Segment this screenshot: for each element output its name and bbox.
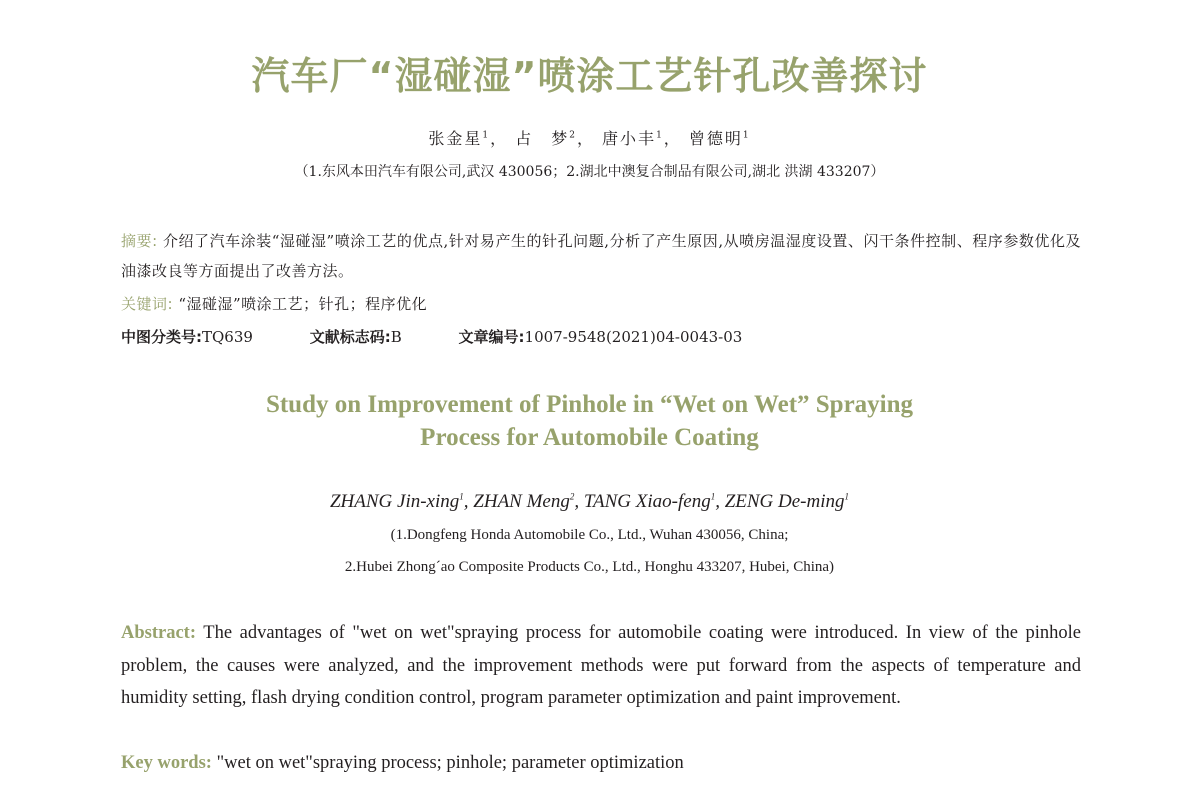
en-author-affiliation-mark: 1 (459, 491, 464, 502)
en-author-name: TANG Xiao-feng (583, 491, 711, 512)
article-number-label: 文章编号: (458, 328, 525, 346)
en-abstract-label: Abstract: (121, 623, 197, 643)
en-author-affiliation-mark: 1 (710, 491, 716, 502)
clc-number (121, 325, 253, 349)
en-author-affiliation-mark: 2 (569, 491, 575, 502)
chinese-title: 汽车厂“湿碰湿”喷涂工艺针孔改善探讨 (251, 54, 928, 98)
english-title-line-2: Process for Automobile Coating (420, 424, 759, 451)
en-keywords-text: "wet on wet"spraying process; pinhole; parameter optimization (216, 753, 684, 773)
en-author-name: ZHAN Meng (473, 491, 570, 512)
article-number (459, 325, 743, 349)
classification-line (121, 325, 1081, 349)
cn-author-affiliation-mark: 1 (742, 130, 751, 141)
cn-author-affiliation-mark: 1 (482, 130, 491, 141)
english-abstract (121, 617, 1081, 715)
cn-abstract-text: 介绍了汽车涂装“湿碰湿”喷涂工艺的优点,针对易产生的针孔问题,分析了产生原因,从喷房温湿度设置、闪干条件控制、程序参数优化及油漆改良等方面提出了改善方法。 (121, 232, 1081, 280)
english-title (0, 388, 1179, 454)
clc-value: TQ639 (202, 328, 253, 346)
cn-author-name: 曾德明 (688, 129, 743, 148)
en-author-name: ZHANG Jin-xing (329, 491, 460, 512)
english-author-list: ZHANG Jin-xing$^1$, ZHAN Meng$^2$, TANG Xiao-feng$^1$, ZENG De-ming$^1$ (329, 491, 850, 512)
document-code (310, 325, 402, 349)
en-keywords-label: Key words: (121, 753, 212, 773)
cn-keywords-text: “湿碰湿”喷涂工艺；针孔；程序优化 (178, 295, 428, 313)
chinese-affiliation: （1.东风本田汽车有限公司,武汉 430056；2.湖北中澳复合制品有限公司,湖北 洪湖 433207） (294, 164, 885, 180)
english-affiliation-line-1: (1.Dongfeng Honda Automobile Co., Ltd., Wuhan 430056, China; (390, 527, 789, 543)
cn-author-name: 张金星 (428, 129, 483, 148)
english-keywords (121, 748, 1081, 778)
chinese-keywords (121, 291, 1081, 317)
english-title-line-1: Study on Improvement of Pinhole in “Wet on Wet” Spraying (265, 391, 914, 418)
cn-author-affiliation-mark: 1 (656, 130, 664, 141)
cn-author-affiliation-mark: 2 (569, 130, 577, 141)
clc-label: 中图分类号: (121, 328, 202, 346)
cn-author-name: 唐小丰 (602, 129, 657, 148)
en-abstract-text: The advantages of "wet on wet"spraying process for automobile coating were introduced. In view of the pinhole problem, the causes were analyzed, and the improvement methods were put forward from the aspects of temperature and humidity setting, flash drying condition control, program parameter optimization and paint improvement. (121, 623, 1081, 708)
en-author-affiliation-mark: 1 (844, 491, 850, 502)
document-code-label: 文献标志码: (309, 328, 391, 346)
chinese-abstract (121, 226, 1081, 286)
cn-author-name: 占 梦 (515, 129, 570, 148)
article-number-value: 1007-9548(2021)04-0043-03 (524, 328, 743, 346)
en-author-name: ZENG De-ming (724, 491, 845, 512)
cn-abstract-label: 摘要: (121, 232, 158, 250)
chinese-author-list: 张金星$^1$， 占 梦$^2$， 唐小丰$^1$， 曾德明$^1$ (428, 129, 751, 148)
cn-keywords-label: 关键词: (121, 295, 174, 313)
document-code-value: B (390, 328, 402, 346)
english-affiliation-line-2: 2.Hubei Zhong´ao Composite Products Co., Ltd., Honghu 433207, Hubei, China) (344, 559, 835, 575)
